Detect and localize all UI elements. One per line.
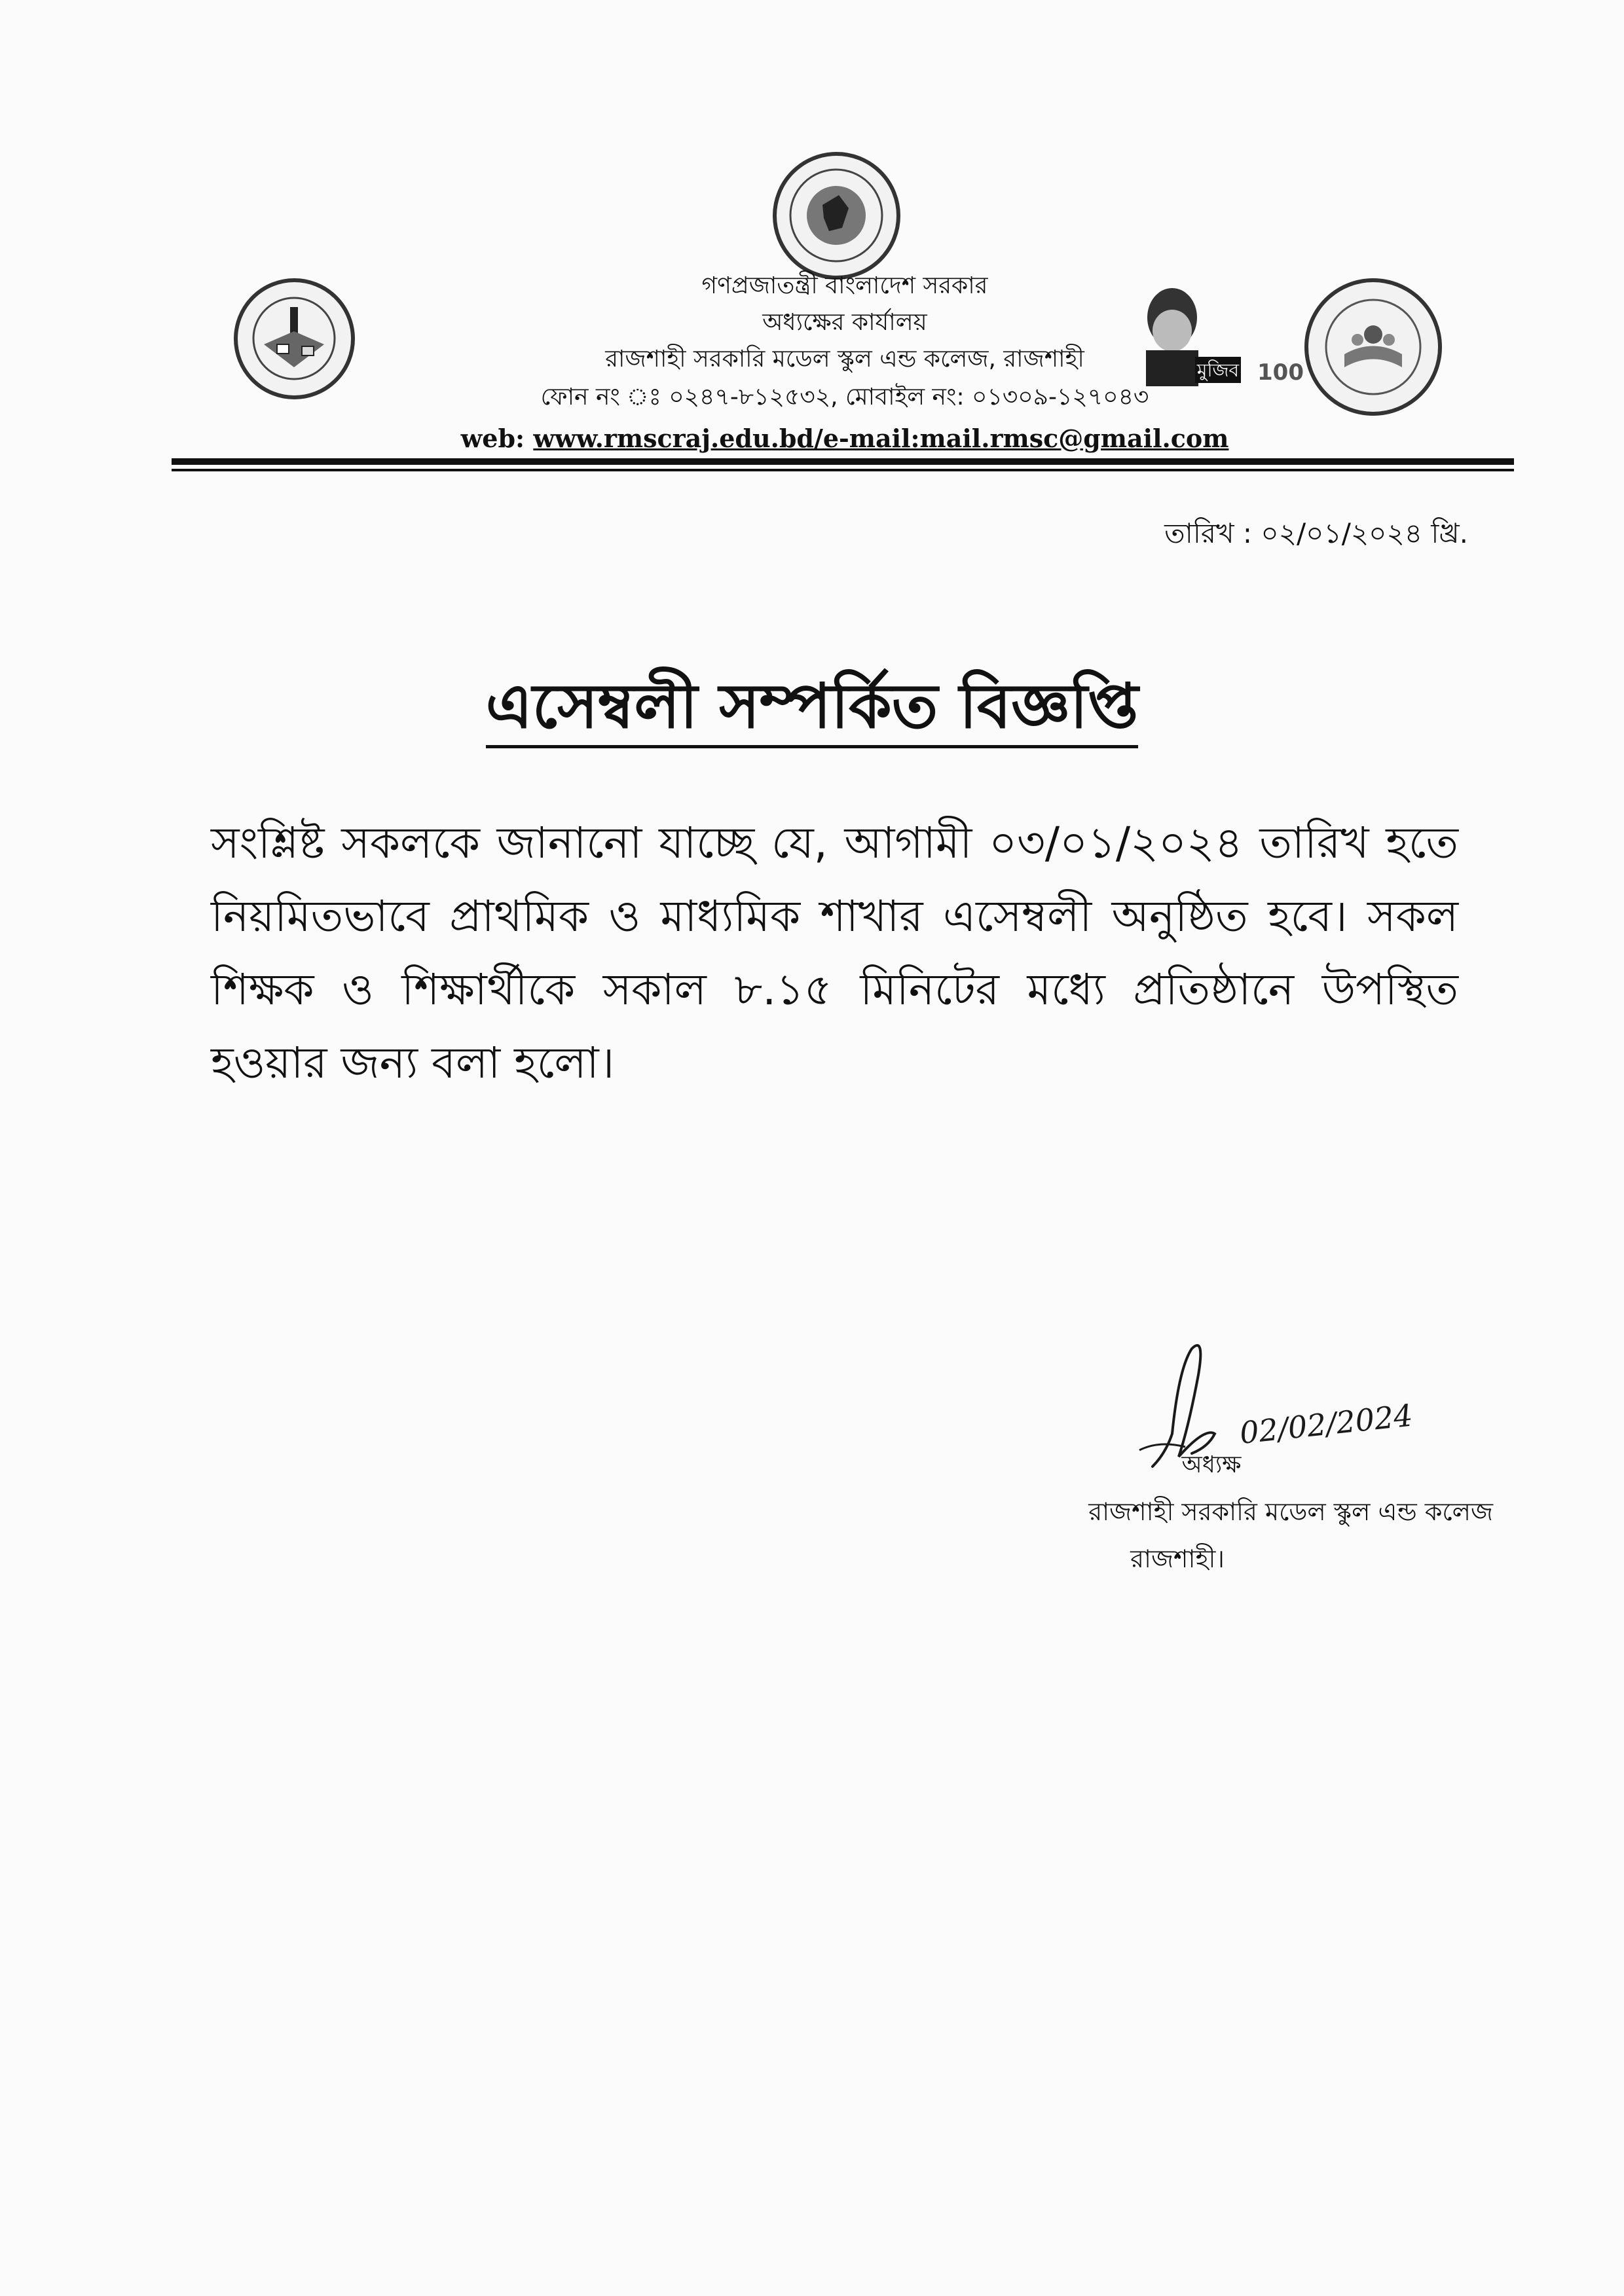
signatory-school: রাজশাহী সরকারি মডেল স্কুল এন্ড কলেজ [1088,1497,1493,1526]
notice-body: সংশ্লিষ্ট সকলকে জানানো যাচ্ছে যে, আগামী ০৩/০১/২০২৪ তারিখ হতে নিয়মিতভাবে প্রাথমিক ও মাধ্যমিক শাখার এসেম্বলী অনুষ্ঠিত হবে। সকল শিক্ষক ও শিক্ষার্থীকে সকাল ৮.১৫ মিনিটের মধ্যে প্রতিষ্ঠানে উপস্থিত হওয়ার জন্য বলা হলো। [211,818,1458,1088]
notice-title-text: এসেম্বলী সম্পর্কিত বিজ্ঞপ্তি [486,671,1139,748]
notice-date: তারিখ : ০২/০১/২০২৪ খ্রি. [1164,517,1468,549]
header-divider-thin [172,469,1514,471]
contact-info: ফোন নং ঃ ০২৪৭-৮১২৫৩২, মোবাইল নং: ০১৩০৯-১২৭০৪৩ [540,384,1149,410]
web-email-link[interactable]: www.rmscraj.edu.bd/e-mail:mail.rmsc@gmail.com [533,424,1229,453]
signatory-role: অধ্যক্ষ [1181,1451,1242,1478]
notice-title [0,668,1624,746]
header-divider [172,458,1514,465]
school-name: রাজশাহী সরকারি মডেল স্কুল এন্ড কলেজ, রাজশাহী [605,346,1084,373]
school-logo [234,278,355,399]
web-label: web: [460,424,525,453]
government-seal-logo [773,152,900,280]
signatory-city: রাজশাহী। [1130,1544,1225,1573]
government-name: গণপ্রজাতন্ত্রী বাংলাদেশ সরকার [701,272,988,299]
education-logo [1304,278,1442,416]
office-name: অধ্যক্ষের কার্যালয় [762,309,927,336]
svg-text:100: 100 [1257,359,1304,386]
svg-text:মুজিব: মুজিব [1196,359,1240,381]
web-email-line [393,422,1297,455]
svg-text:02/02/2024: 02/02/2024 [1238,1397,1414,1451]
